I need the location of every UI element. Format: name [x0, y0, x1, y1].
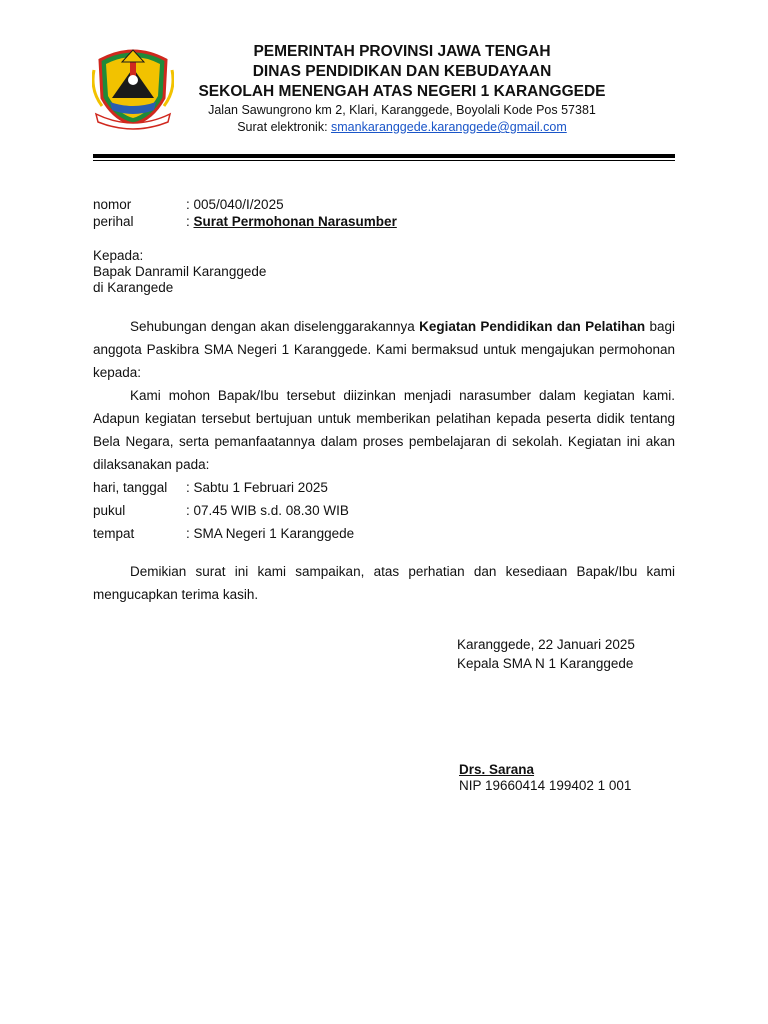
schedule-row-date [93, 476, 675, 499]
recipient-block [93, 248, 266, 296]
perihal-label: perihal [93, 214, 134, 229]
paragraph-request: Kami mohon Bapak/Ibu tersebut diizinkan menjadi narasumber dalam kegiatan kami. Adapun kegiatan tersebut bertujuan untuk memberikan pelatihan kepada peserta didik tentang Bela Negara, serta pemanfaatannya dalam proses pembelajaran di sekolah. Kegiatan ini akan dilaksanakan pada: [93, 388, 675, 472]
schedule-row-time [93, 499, 675, 522]
signature-block [457, 635, 635, 673]
perihal-value: Surat Permohonan Narasumber [193, 214, 397, 229]
schedule-place-value: : SMA Negeri 1 Karanggede [186, 526, 355, 541]
paragraph-closing: Demikian surat ini kami sampaikan, atas perhatian dan kesediaan Bapak/Ibu kami mengucapkan terima kasih. [93, 564, 675, 602]
letterhead-email-line [178, 119, 626, 136]
perihal-colon: : [186, 214, 194, 229]
schedule-place-label: tempat [93, 526, 135, 541]
letterhead-department: DINAS PENDIDIKAN DAN KEBUDAYAAN [252, 63, 552, 80]
letter-meta [93, 196, 397, 230]
activity-name: Kegiatan Pendidikan dan Pelatihan [419, 319, 646, 334]
schedule-date-value: : Sabtu 1 Februari 2025 [186, 480, 328, 495]
nomor-value: : 005/040/I/2025 [186, 197, 284, 212]
schedule-row-place [93, 522, 675, 545]
letterhead-province: PEMERINTAH PROVINSI JAWA TENGAH [253, 43, 551, 60]
schedule-date-label: hari, tanggal [93, 480, 168, 495]
paragraph-spacer [93, 545, 675, 560]
perihal-row [93, 213, 397, 230]
jawa-tengah-crest-icon [92, 40, 174, 130]
schedule-table [93, 476, 675, 545]
signer-name: Drs. Sarana [459, 762, 535, 777]
recipient-name: Bapak Danramil Karanggede [93, 264, 267, 279]
letterhead [178, 42, 626, 136]
email-link[interactable]: smankaranggede.karanggede@gmail.com [331, 120, 567, 134]
letterhead-address: Jalan Sawungrono km 2, Klari, Karanggede, Boyolali Kode Pos 57381 [208, 103, 596, 117]
recipient-greeting: Kepada: [93, 248, 144, 263]
header-divider-thin [93, 160, 675, 161]
signer-block [459, 762, 631, 794]
signature-place-date: Karanggede, 22 Januari 2025 [457, 637, 635, 652]
schedule-time-value: : 07.45 WIB s.d. 08.30 WIB [186, 503, 349, 518]
header-divider-thick [93, 154, 675, 158]
letterhead-school: SEKOLAH MENENGAH ATAS NEGERI 1 KARANGGEDE [198, 83, 606, 100]
paragraph-opening-end: bagi anggota Paskibra SMA Negeri 1 Karanggede. Kami bermaksud untuk mengajukan permohonan kepada: [93, 319, 675, 380]
email-label: Surat elektronik: [237, 120, 332, 134]
schedule-time-label: pukul [93, 503, 126, 518]
signer-nip: NIP 19660414 199402 1 001 [459, 778, 632, 793]
nomor-row [93, 196, 397, 213]
paragraph-opening-start: Sehubungan dengan akan diselenggarakannya [130, 319, 420, 334]
recipient-place: di Karangede [93, 280, 174, 295]
letter-body [93, 315, 675, 606]
signature-position: Kepala SMA N 1 Karanggede [457, 656, 634, 671]
nomor-label: nomor [93, 197, 132, 212]
paragraph-opening [93, 315, 675, 384]
